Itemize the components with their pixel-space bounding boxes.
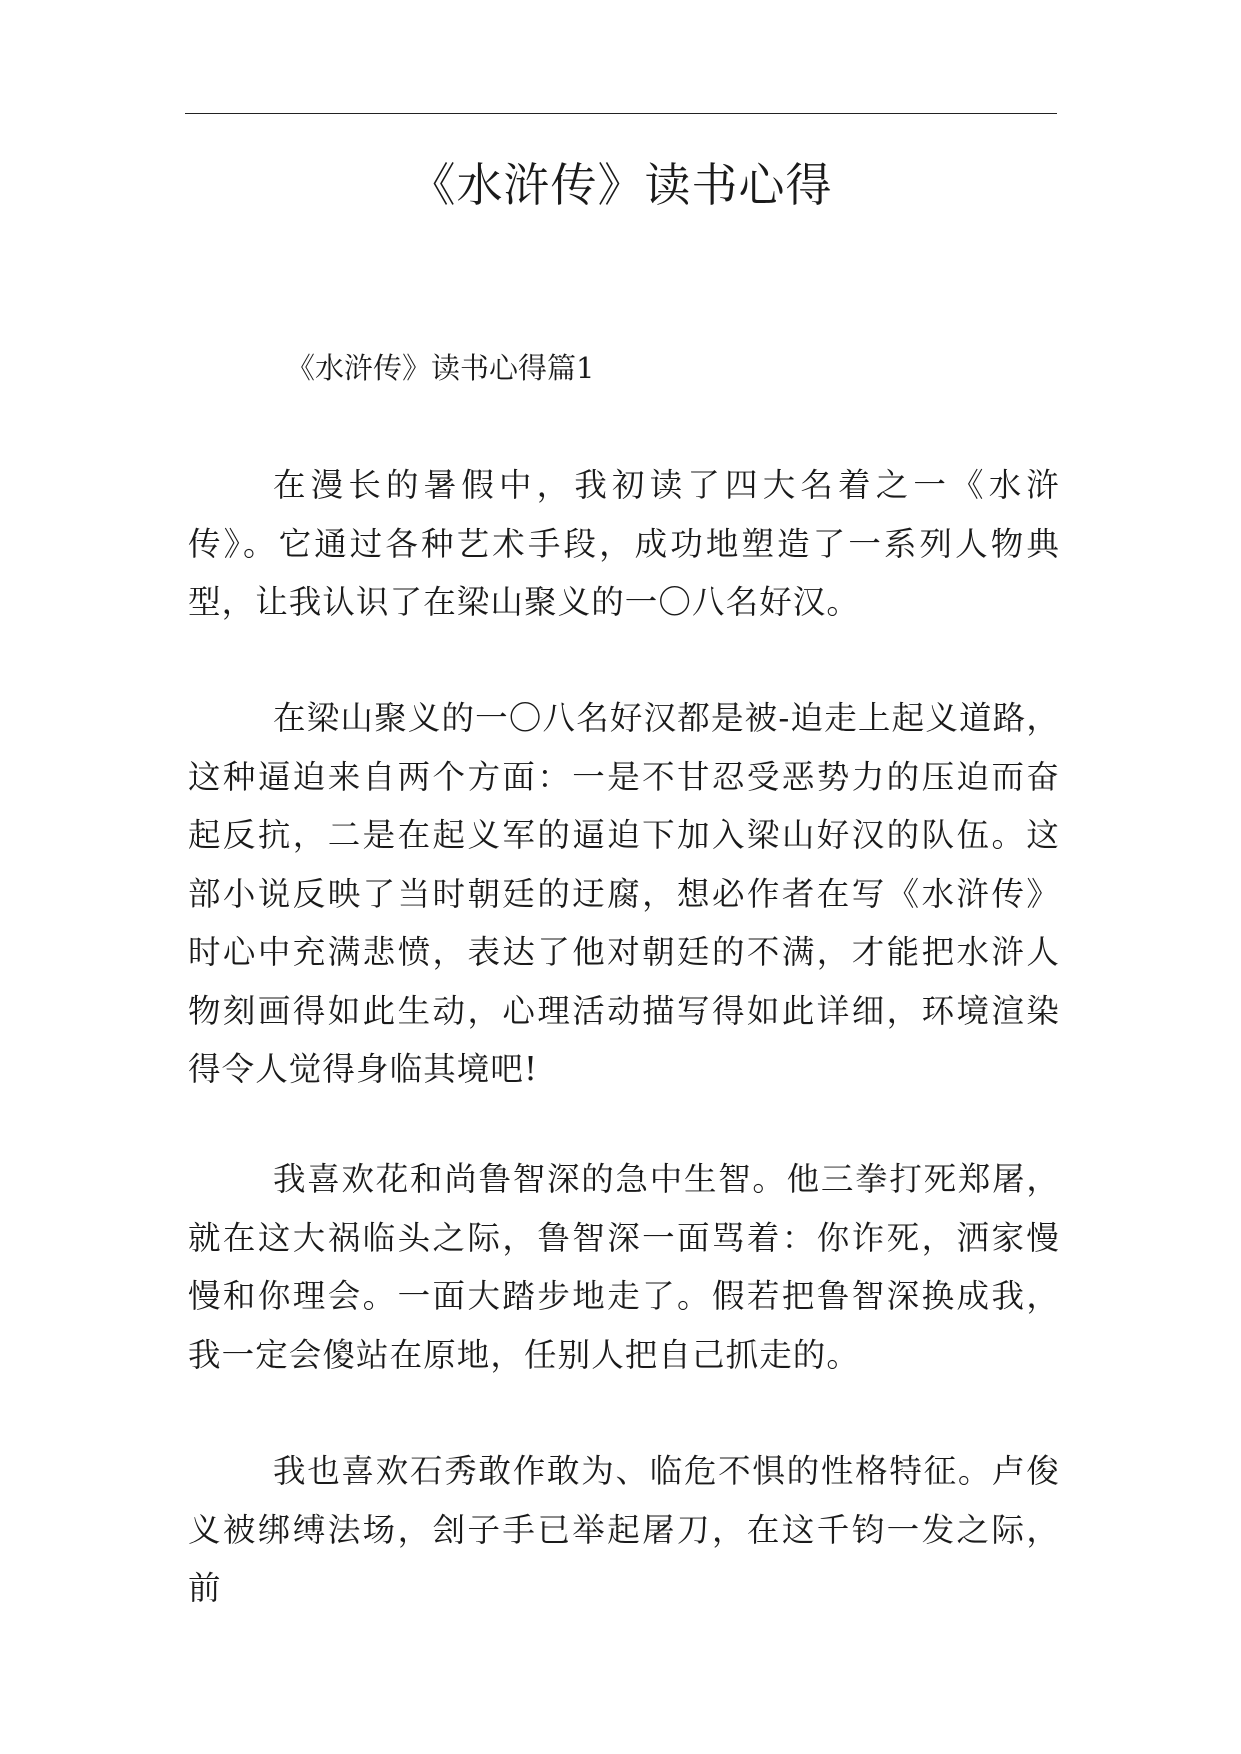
paragraph-2: 在梁山聚义的一〇八名好汉都是被-迫走上起义道路，这种逼迫来自两个方面：一是不甘忍受恶势力的压迫而奋起反抗，二是在起义军的逼迫下加入梁山好汉的队伍。这部小说反映了当时朝廷的迂腐，想必作者在写《水浒传》时心中充满悲愤，表达了他对朝廷的不满，才能把水浒人物刻画得如此生动，心理活动描写得如此详细，环境渲染得令人觉得身临其境吧!: [188, 699, 1060, 1088]
section-title: 《水浒传》读书心得篇1: [286, 351, 595, 385]
document-title: 《水浒传》读书心得: [409, 158, 833, 212]
header-rule: [185, 113, 1057, 114]
paragraph-4: 我也喜欢石秀敢作敢为、临危不惧的性格特征。卢俊义被绑缚法场，刽子手已举起屠刀，在这千钧一发之际，前: [188, 1452, 1060, 1607]
paragraph-3: 我喜欢花和尚鲁智深的急中生智。他三拳打死郑屠，就在这大祸临头之际，鲁智深一面骂着：你诈死，洒家慢慢和你理会。一面大踏步地走了。假若把鲁智深换成我，我一定会傻站在原地，任别人把自己抓走的。: [188, 1160, 1060, 1374]
paragraph-1: 在漫长的暑假中，我初读了四大名着之一《水浒传》。它通过各种艺术手段，成功地塑造了一系列人物典型，让我认识了在梁山聚义的一〇八名好汉。: [188, 466, 1060, 621]
